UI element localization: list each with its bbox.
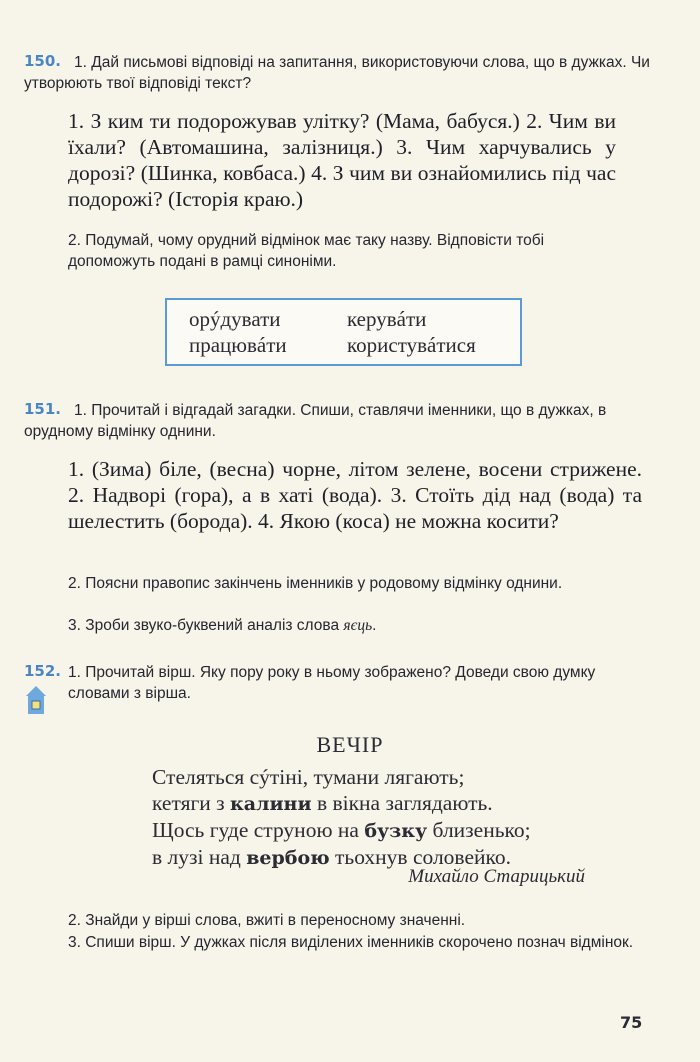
task-text: 2. Подумай, чому орудний відмінок має таку назву. Відповісти тобі допоможуть подані в рамці синоніми.	[68, 232, 545, 270]
exercise-151-task3	[68, 615, 648, 636]
exercise-152-task1	[24, 662, 654, 704]
poem-text: Щось гуде струною на	[152, 818, 365, 842]
poem-text: близенько;	[427, 818, 531, 842]
punctuation: .	[372, 617, 377, 634]
task-text: 3. Спиши вірш. У дужках після виділених іменників скорочено познач відмінок.	[68, 934, 634, 951]
page-number: 75	[620, 1013, 643, 1032]
exercise-150-task2	[68, 230, 628, 272]
questions-text: 1. З ким ти подорожував улітку? (Мама, бабуся.) 2. Чим ви їхали? (Автомашина, залізниця.) 3. Чим харчувались у дорозі? (Шинка, ковбаса.) 4. З чим ви ознайомились під час подорожі? (Історія краю.)	[68, 109, 616, 211]
riddles-text: 1. (Зима) біле, (весна) чорне, літом зелене, восени стрижене. 2. Надворі (гора), а в хаті (вода). 3. Стоїть дід над (вода) та шелестить (борода). 4. Якою (коса) не можна косити?	[68, 457, 642, 533]
exercise-151-task1	[24, 400, 654, 442]
synonyms-box	[165, 298, 522, 366]
exercise-number: 152.	[24, 662, 62, 680]
synonym-word: керувáти	[347, 307, 427, 331]
task-text: 1. Дай письмові відповіді на запитання, використовуючи слова, що в дужках. Чи утворюють твої відповіді текст?	[24, 54, 650, 92]
exercise-number: 151.	[24, 400, 62, 418]
task-text: 1. Прочитай вірш. Яку пору року в ньому зображено? Доведи свою думку словами з вірша.	[68, 664, 596, 702]
highlighted-word: яєць	[343, 617, 373, 634]
task-text: 2. Знайди у вірші слова, вжиті в переносному значенні.	[68, 912, 466, 929]
poem	[152, 764, 602, 871]
highlighted-noun: бузку	[364, 820, 428, 842]
exercise-number: 150.	[24, 52, 62, 70]
poem-line	[152, 790, 602, 817]
exercise-151-riddles	[68, 456, 642, 534]
task-text: 1. Прочитай і відгадай загадки. Спиши, ставлячи іменники, що в дужках, в орудному відмінку однини.	[24, 402, 607, 440]
synonym-word: працювáти	[189, 333, 287, 357]
poem-text: в вікна заглядають.	[311, 791, 493, 815]
exercise-152-task3	[68, 932, 643, 953]
exercise-150-questions	[68, 108, 616, 212]
poem-title: ВЕЧІР	[316, 732, 384, 757]
home-task-icon	[24, 684, 48, 722]
poem-line	[152, 817, 602, 844]
poem-author: Михайло Старицький	[408, 866, 585, 887]
highlighted-noun: калини	[230, 793, 312, 815]
exercise-151-task2	[68, 573, 648, 594]
task-text: 2. Поясни правопис закінчень іменників у родовому відмінку однини.	[68, 575, 563, 592]
exercise-150-task1	[24, 52, 654, 92]
poem-text: тьохнув соловейко.	[329, 845, 511, 869]
highlighted-noun: вербою	[246, 847, 330, 869]
task-text: 3. Зроби звуко-буквений аналіз слова	[68, 617, 344, 634]
poem-text: кетяги з	[152, 791, 231, 815]
poem-line: Стеляться сýтіні, тумани лягають;	[152, 765, 465, 789]
synonym-word: орýдувати	[189, 307, 281, 331]
exercise-152-task2	[68, 910, 648, 931]
synonym-word: користувáтися	[347, 333, 476, 357]
poem-text: в лузі над	[152, 845, 247, 869]
